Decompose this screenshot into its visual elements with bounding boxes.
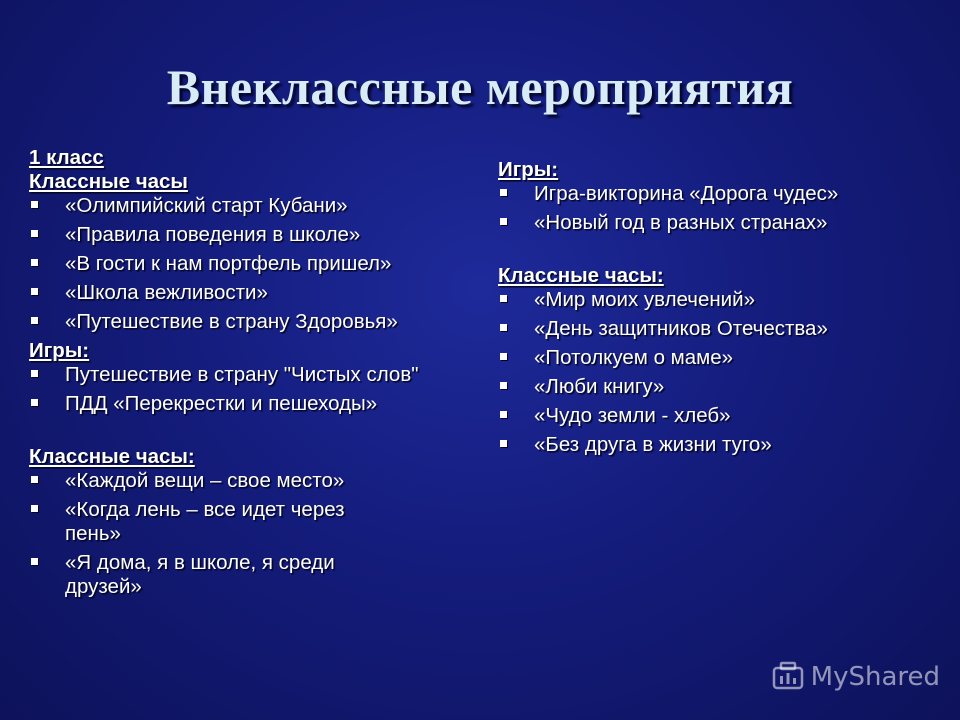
list-item: «Чудо земли - хлеб» — [498, 404, 938, 428]
class-hours-heading: Классные часы — [29, 170, 188, 193]
list-item: «День защитников Отечества» — [498, 317, 938, 341]
square-bullet-icon — [500, 218, 507, 225]
square-bullet-icon — [500, 353, 507, 360]
slide-title: Внеклассные мероприятия — [166, 59, 794, 115]
square-bullet-icon — [31, 201, 38, 208]
list-item: «Мир моих увлечений» — [498, 288, 938, 312]
class-hours-list — [29, 194, 469, 334]
square-bullet-icon — [500, 189, 507, 196]
square-bullet-icon — [31, 399, 38, 406]
list-item: «Люби книгу» — [498, 375, 938, 399]
left-column — [29, 146, 469, 604]
games-heading-right: Игры: — [498, 158, 559, 181]
games-heading: Игры: — [29, 339, 90, 362]
class-hours-list-2 — [29, 469, 469, 599]
class-hours-heading-2: Классные часы: — [29, 445, 195, 468]
list-item: «Правила поведения в школе» — [29, 223, 469, 247]
square-bullet-icon — [31, 317, 38, 324]
grade-heading: 1 класс — [29, 146, 104, 169]
right-column — [498, 158, 938, 462]
list-item: «Новый год в разных странах» — [498, 211, 938, 235]
square-bullet-icon — [31, 505, 38, 512]
list-item: «В гости к нам портфель пришел» — [29, 252, 469, 276]
square-bullet-icon — [31, 476, 38, 483]
list-item: «Я дома, я в школе, я среди друзей» — [29, 551, 469, 599]
square-bullet-icon — [500, 324, 507, 331]
square-bullet-icon — [500, 382, 507, 389]
class-hours-heading-right: Классные часы: — [498, 264, 664, 287]
square-bullet-icon — [500, 295, 507, 302]
list-item: «Когда лень – все идет через пень» — [29, 498, 469, 546]
square-bullet-icon — [500, 440, 507, 447]
square-bullet-icon — [31, 558, 38, 565]
list-item: «Школа вежливости» — [29, 281, 469, 305]
list-item: Путешествие в страну "Чистых слов" — [29, 363, 469, 387]
myshared-watermark — [771, 660, 940, 694]
square-bullet-icon — [31, 230, 38, 237]
watermark-text: MyShared — [810, 662, 940, 692]
list-item: Игра-викторина «Дорога чудес» — [498, 182, 938, 206]
myshared-logo-icon — [771, 660, 805, 694]
games-list — [29, 363, 469, 416]
class-hours-list-right — [498, 288, 938, 457]
square-bullet-icon — [500, 411, 507, 418]
list-item: ПДД «Перекрестки и пешеходы» — [29, 392, 469, 416]
square-bullet-icon — [31, 259, 38, 266]
square-bullet-icon — [31, 370, 38, 377]
list-item: «Каждой вещи – свое место» — [29, 469, 469, 493]
list-item: «Потолкуем о маме» — [498, 346, 938, 370]
games-list-right — [498, 182, 938, 235]
list-item: «Без друга в жизни туго» — [498, 433, 938, 457]
list-item: «Путешествие в страну Здоровья» — [29, 310, 469, 334]
list-item: «Олимпийский старт Кубани» — [29, 194, 469, 218]
square-bullet-icon — [31, 288, 38, 295]
